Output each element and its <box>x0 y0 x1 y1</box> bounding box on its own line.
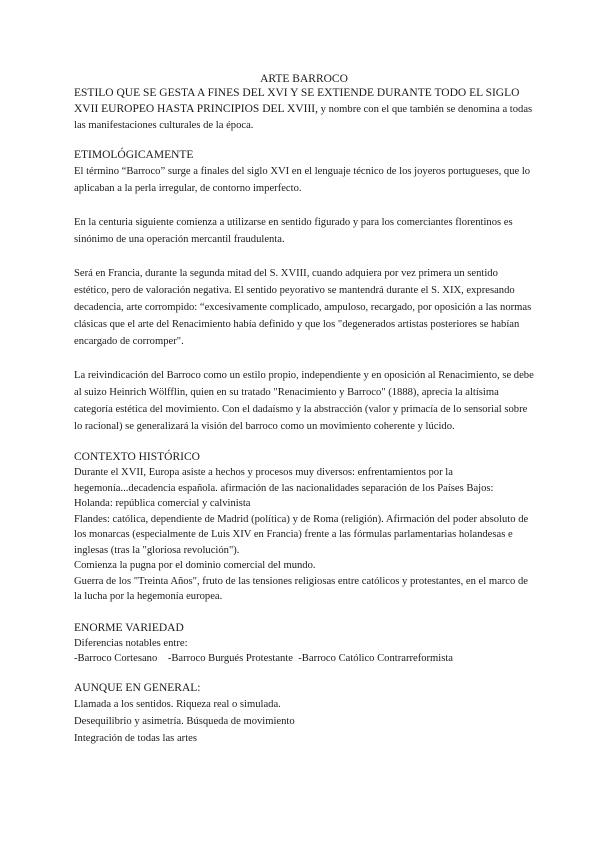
general-section <box>74 680 534 747</box>
etimologia-paragraph-3: Será en Francia, durante la segunda mitad del S. XVIII, cuando adquiera por vez primera un sentido estético, pero de valoración negativa. El sentido peyorativo se mantendrá durante el S. XIX, expresando decadencia, arte corrompido: “excesivamente complicado, ampuloso, recargado, por oposición a las normas clásicas que el arte del Renacimiento había definido y que los "degenerados artistas posteriores se habían encargado de corromper". <box>74 268 532 347</box>
variedad-heading: ENORME VARIEDAD <box>74 621 184 634</box>
etimologia-paragraph-2: En la centuria siguiente comienza a utilizarse en sentido figurado y para los comerciantes florentinos es sinónimo de una operación mercantil fraudulenta. <box>74 217 513 245</box>
contexto-line-1: Durante el XVII, Europa asiste a hechos y procesos muy diversos: enfrentamientos por la hegemonía...decadencia española. afirmación de las nacionalidades separación de los Países Bajos: <box>74 467 494 494</box>
intro-upper-text: ESTILO QUE SE GESTA A FINES DEL XVI Y SE EXTIENDE DURANTE TODO EL SIGLO XVII EUROPEO HASTA PRINCIPIOS DEL XVIII, <box>74 87 520 115</box>
variedad-intro: Diferencias notables entre: <box>74 637 188 649</box>
contexto-line-5: Guerra de los "Treinta Años", fruto de las tensiones religiosas entre católicos y protestantes, en el marco de la lucha por la hegemonía europea. <box>74 575 528 602</box>
intro-paragraph <box>74 86 534 134</box>
contexto-line-2: Holanda: república comercial y calvinista <box>74 498 251 509</box>
page-title: ARTE BARROCO <box>260 73 348 85</box>
etimologia-paragraph-1: El término “Barroco” surge a finales del siglo XVI en el lenguaje técnico de los joyeros portugueses, que lo aplicaban a la perla irregular, de contorno imperfecto. <box>74 166 531 194</box>
general-item-3: Integración de todas las artes <box>74 732 197 744</box>
etimologia-heading: ETIMOLÓGICAMENTE <box>74 149 194 161</box>
contexto-heading: CONTEXTO HISTÓRICO <box>74 451 200 463</box>
variedad-variants: -Barroco Cortesano -Barroco Burgués Protestante -Barroco Católico Contrarreformista <box>74 652 454 664</box>
contexto-line-3: Flandes: católica, dependiente de Madrid (política) y de Roma (religión). Afirmación del poder absoluto de los monarcas (especialmente de Luis XIV en Francia) frente a las fórmulas parlamentarias holandesas e inglesas (tras la "gloriosa revolución"). <box>74 513 529 556</box>
general-item-1: Llamada a los sentidos. Riqueza real o simulada. <box>74 698 281 710</box>
contexto-section <box>74 450 534 605</box>
contexto-line-4: Comienza la pugna por el dominio comercial del mundo. <box>74 560 316 571</box>
intro-rest-text: y nombre con el que también se denomina a todas las manifestaciones culturales de la época. <box>74 104 533 131</box>
document-page <box>74 72 534 747</box>
general-item-2: Desequilibrio y asimetría. Búsqueda de movimiento <box>74 715 295 727</box>
etimologia-paragraph-4: La reivindicación del Barroco como un estilo propio, independiente y en oposición al Renacimiento, se debe al suizo Heinrich Wölfflin, quien en su tratado "Renacimiento y Barroco" (1888), aprecia la altísima categoría estética del movimiento. Con el dadaísmo y la abstracción (valor y primacía de lo sensorial sobre lo racional) se generalizará la visión del barroco como un movimiento coherente y lúcido. <box>74 370 534 432</box>
general-heading: AUNQUE EN GENERAL: <box>74 681 201 694</box>
